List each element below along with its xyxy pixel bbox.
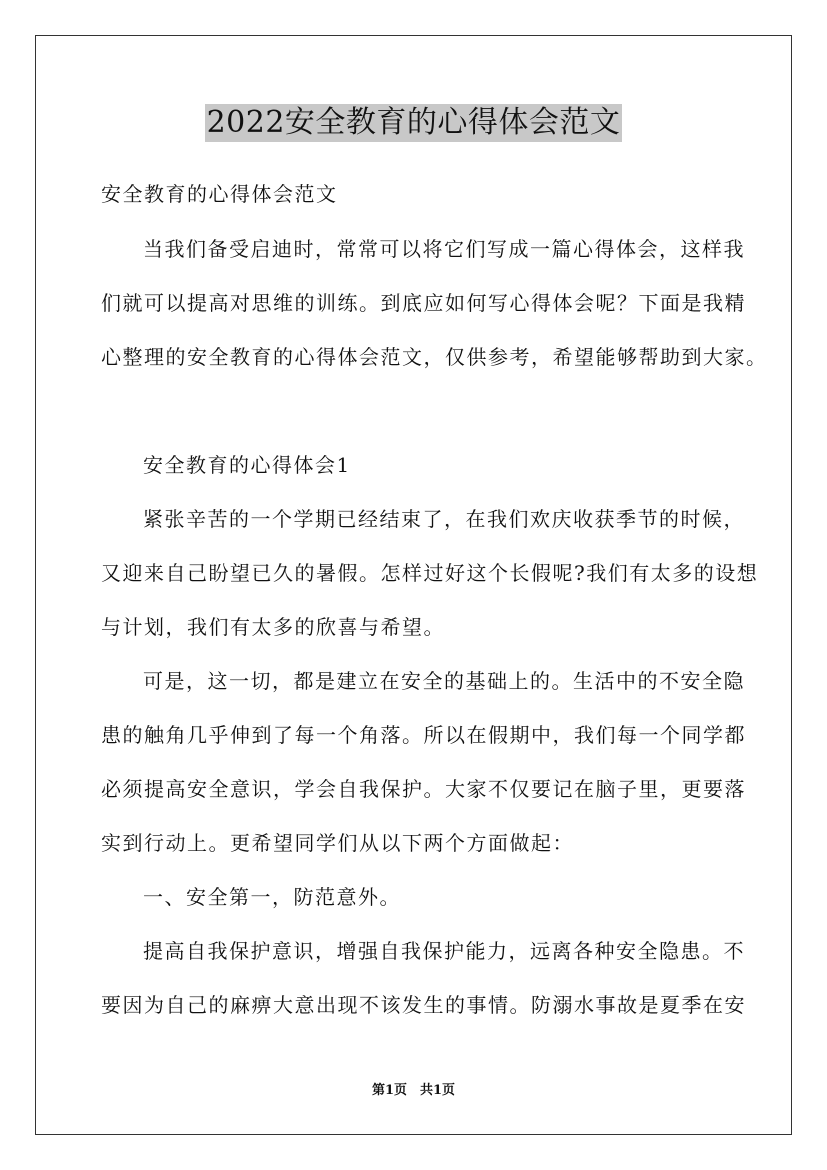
list-heading: 一、安全第一，防范意外。 [143,885,401,909]
title-container [0,104,827,142]
paragraph-line: 心整理的安全教育的心得体会范文，仅供参考，希望能够帮助到大家。 [101,345,768,369]
section-heading: 安全教育的心得体会1 [143,453,351,477]
paragraph-line: 当我们备受启迪时，常常可以将它们写成一篇心得体会，这样我 [143,237,745,261]
paragraph-line: 与计划，我们有太多的欣喜与希望。 [101,615,445,639]
paragraph-line: 又迎来自己盼望已久的暑假。怎样过好这个长假呢?我们有太多的设想 [101,561,759,585]
paragraph-line: 患的触角几乎伸到了每一个角落。所以在假期中，我们每一个同学都 [101,723,746,747]
paragraph-line: 可是，这一切，都是建立在安全的基础上的。生活中的不安全隐 [143,669,745,693]
paragraph-line: 们就可以提高对思维的训练。到底应如何写心得体会呢？下面是我精 [101,291,746,315]
paragraph-line: 提高自我保护意识，增强自我保护能力，远离各种安全隐患。不 [143,939,745,963]
subtitle-line: 安全教育的心得体会范文 [101,182,338,206]
document-title: 2022安全教育的心得体会范文 [206,105,621,140]
paragraph-line: 紧张辛苦的一个学期已经结束了，在我们欢庆收获季节的时候， [143,507,745,531]
page-footer: 第1页 共1页 [371,1083,456,1098]
paragraph-line: 必须提高安全意识，学会自我保护。大家不仅要记在脑子里，更要落 [101,777,746,801]
paragraph-line: 要因为自己的麻痹大意出现不该发生的事情。防溺水事故是夏季在安 [101,993,746,1017]
paragraph-line: 实到行动上。更希望同学们从以下两个方面做起： [101,831,574,855]
